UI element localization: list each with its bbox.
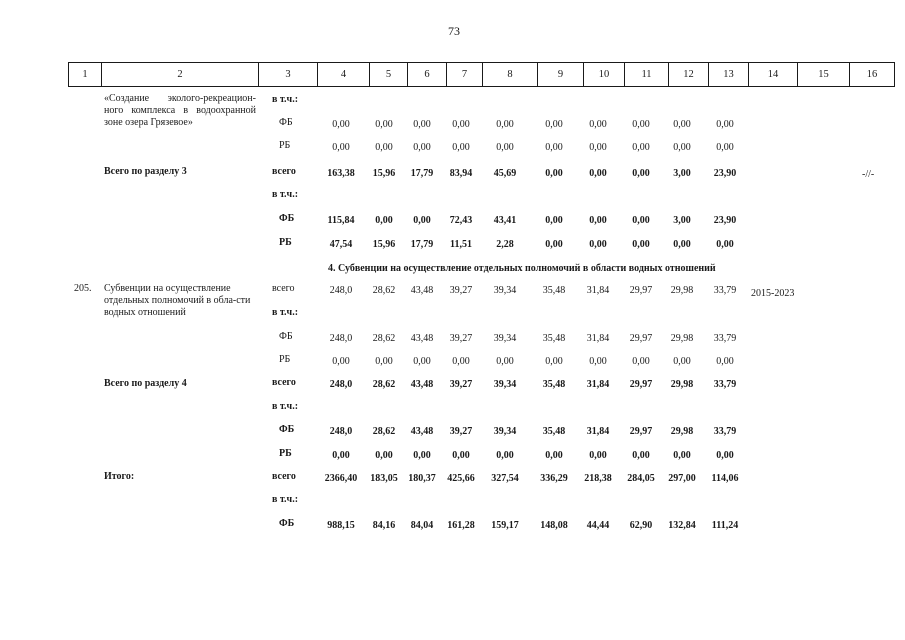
row-label: в т.ч.: (272, 189, 299, 200)
value-cell: 0,00 (452, 142, 470, 153)
value-cell: 28,62 (372, 379, 396, 390)
value-cell: 425,66 (447, 473, 475, 484)
value-cell: 0,00 (673, 356, 691, 367)
value-cell: 31,84 (586, 285, 610, 296)
value-cell: 0,00 (375, 215, 393, 226)
value-cell: 0,00 (673, 450, 691, 461)
row-label: РБ (279, 448, 292, 459)
row-label: ФБ (279, 424, 295, 435)
value-cell: 84,16 (372, 520, 396, 531)
value-cell: 0,00 (496, 450, 514, 461)
value-cell: 0,00 (375, 450, 393, 461)
column-number-15: 15 (798, 63, 850, 87)
column-number-1: 1 (69, 63, 102, 87)
value-cell: 29,97 (629, 426, 653, 437)
value-cell: 84,04 (410, 520, 434, 531)
value-cell: 0,00 (716, 142, 734, 153)
value-cell: 35,48 (542, 333, 566, 344)
value-cell: 0,00 (413, 215, 431, 226)
value-cell: 284,05 (627, 473, 655, 484)
column-number-5: 5 (370, 63, 408, 87)
row-label: в т.ч.: (272, 94, 299, 105)
value-cell: 0,00 (452, 356, 470, 367)
value-cell: 218,38 (584, 473, 612, 484)
value-cell: 0,00 (632, 168, 650, 179)
value-cell: 31,84 (586, 333, 610, 344)
value-cell: 28,62 (372, 285, 396, 296)
value-cell: 0,00 (716, 239, 734, 250)
value-cell: 132,84 (668, 520, 696, 531)
value-cell: 23,90 (713, 168, 737, 179)
value-cell: 0,00 (413, 119, 431, 130)
row-label: всего (272, 166, 296, 177)
value-cell: 31,84 (586, 426, 610, 437)
value-cell: 0,00 (545, 142, 563, 153)
value-cell: 248,0 (329, 333, 353, 344)
value-cell: 39,27 (449, 333, 473, 344)
value-cell: 29,97 (629, 285, 653, 296)
value-cell: 0,00 (632, 356, 650, 367)
value-cell: 0,00 (716, 356, 734, 367)
row-label: РБ (279, 140, 291, 151)
value-cell: 43,48 (410, 333, 434, 344)
value-cell: 0,00 (545, 239, 563, 250)
value-cell: 72,43 (449, 215, 473, 226)
grand-total-label: Итого: (104, 471, 135, 482)
item-205-number: 205. (74, 283, 92, 294)
item-205-years: 2015-2023 (751, 288, 795, 299)
value-cell: 0,00 (632, 450, 650, 461)
value-cell: 43,48 (410, 379, 434, 390)
row-label: ФБ (279, 518, 295, 529)
value-cell: 33,79 (713, 285, 737, 296)
value-cell: 29,98 (670, 285, 694, 296)
value-cell: 0,00 (496, 356, 514, 367)
value-cell: 0,00 (332, 119, 350, 130)
page-number: 73 (448, 24, 460, 38)
column-16-mark: -//- (862, 169, 875, 180)
value-cell: 0,00 (496, 119, 514, 130)
row-label: всего (272, 377, 296, 388)
value-cell: 0,00 (673, 119, 691, 130)
value-cell: 0,00 (332, 356, 350, 367)
value-cell: 39,27 (449, 426, 473, 437)
value-cell: 39,34 (493, 285, 517, 296)
row-label: РБ (279, 237, 292, 248)
value-cell: 115,84 (327, 215, 355, 226)
value-cell: 29,98 (670, 379, 694, 390)
value-cell: 3,00 (673, 215, 691, 226)
value-cell: 0,00 (332, 450, 350, 461)
value-cell: 297,00 (668, 473, 696, 484)
value-cell: 0,00 (375, 142, 393, 153)
value-cell: 0,00 (375, 356, 393, 367)
value-cell: 35,48 (542, 426, 566, 437)
value-cell: 15,96 (372, 168, 396, 179)
value-cell: 0,00 (632, 142, 650, 153)
value-cell: 29,98 (670, 426, 694, 437)
value-cell: 83,94 (449, 168, 473, 179)
value-cell: 0,00 (375, 119, 393, 130)
row-label: ФБ (279, 331, 293, 342)
value-cell: 23,90 (713, 215, 737, 226)
column-number-13: 13 (709, 63, 749, 87)
value-cell: 0,00 (496, 142, 514, 153)
eco-project-name: «Создание эколого-рекреацион-ного комплекса в водоохранной зоне озера Грязевое» (104, 93, 256, 128)
value-cell: 29,97 (629, 379, 653, 390)
value-cell: 248,0 (329, 426, 353, 437)
value-cell: 43,48 (410, 426, 434, 437)
value-cell: 0,00 (716, 119, 734, 130)
value-cell: 29,97 (629, 333, 653, 344)
value-cell: 33,79 (713, 379, 737, 390)
value-cell: 180,37 (408, 473, 436, 484)
value-cell: 0,00 (589, 356, 607, 367)
item-205-name: Субвенции на осуществление отдельных полномочий в обла-сти водных отношений (104, 283, 251, 318)
column-number-11: 11 (625, 63, 669, 87)
value-cell: 43,41 (493, 215, 517, 226)
row-label: в т.ч.: (272, 494, 299, 505)
value-cell: 0,00 (632, 119, 650, 130)
column-number-10: 10 (584, 63, 625, 87)
value-cell: 0,00 (413, 356, 431, 367)
column-number-8: 8 (483, 63, 538, 87)
value-cell: 0,00 (632, 215, 650, 226)
value-cell: 3,00 (673, 168, 691, 179)
value-cell: 0,00 (673, 142, 691, 153)
value-cell: 0,00 (545, 119, 563, 130)
value-cell: 0,00 (452, 119, 470, 130)
value-cell: 17,79 (410, 239, 434, 250)
value-cell: 2,28 (496, 239, 514, 250)
value-cell: 62,90 (629, 520, 653, 531)
column-number-12: 12 (669, 63, 709, 87)
value-cell: 28,62 (372, 333, 396, 344)
value-cell: 35,48 (542, 379, 566, 390)
value-cell: 39,27 (449, 285, 473, 296)
value-cell: 33,79 (713, 426, 737, 437)
row-label: в т.ч.: (272, 401, 299, 412)
row-label: РБ (279, 354, 291, 365)
value-cell: 0,00 (413, 142, 431, 153)
value-cell: 0,00 (589, 168, 607, 179)
value-cell: 0,00 (332, 142, 350, 153)
value-cell: 0,00 (545, 450, 563, 461)
value-cell: 47,54 (329, 239, 353, 250)
value-cell: 11,51 (450, 239, 472, 250)
value-cell: 183,05 (370, 473, 398, 484)
value-cell: 0,00 (589, 239, 607, 250)
row-label: всего (272, 471, 296, 482)
value-cell: 44,44 (586, 520, 610, 531)
value-cell: 159,17 (491, 520, 519, 531)
value-cell: 0,00 (545, 356, 563, 367)
value-cell: 28,62 (372, 426, 396, 437)
value-cell: 29,98 (670, 333, 694, 344)
value-cell: 2366,40 (324, 473, 358, 484)
value-cell: 17,79 (410, 168, 434, 179)
value-cell: 31,84 (586, 379, 610, 390)
column-number-3: 3 (259, 63, 318, 87)
value-cell: 114,06 (711, 473, 739, 484)
column-number-16: 16 (850, 63, 895, 87)
value-cell: 163,38 (327, 168, 355, 179)
value-cell: 336,29 (540, 473, 568, 484)
value-cell: 43,48 (410, 285, 434, 296)
value-cell: 0,00 (589, 215, 607, 226)
value-cell: 39,34 (493, 426, 517, 437)
value-cell: 0,00 (589, 450, 607, 461)
value-cell: 0,00 (545, 215, 563, 226)
value-cell: 0,00 (545, 168, 563, 179)
total-section-4-label: Всего по разделу 4 (104, 378, 187, 389)
value-cell: 35,48 (542, 285, 566, 296)
section-4-title: 4. Субвенции на осуществление отдельных полномочий в области водных отношений (328, 263, 716, 274)
value-cell: 0,00 (673, 239, 691, 250)
value-cell: 248,0 (329, 285, 353, 296)
column-number-4: 4 (318, 63, 370, 87)
value-cell: 33,79 (713, 333, 737, 344)
value-cell: 0,00 (452, 450, 470, 461)
column-number-2: 2 (102, 63, 259, 87)
value-cell: 988,15 (327, 520, 355, 531)
value-cell: 0,00 (413, 450, 431, 461)
row-label: в т.ч.: (272, 307, 299, 318)
value-cell: 45,69 (493, 168, 517, 179)
value-cell: 161,28 (447, 520, 475, 531)
total-section-3-label: Всего по разделу 3 (104, 166, 187, 177)
value-cell: 0,00 (716, 450, 734, 461)
value-cell: 327,54 (491, 473, 519, 484)
row-label: всего (272, 283, 295, 294)
column-number-7: 7 (447, 63, 483, 87)
value-cell: 0,00 (632, 239, 650, 250)
value-cell: 0,00 (589, 119, 607, 130)
value-cell: 39,34 (493, 379, 517, 390)
value-cell: 248,0 (329, 379, 353, 390)
value-cell: 39,27 (449, 379, 473, 390)
row-label: ФБ (279, 117, 293, 128)
value-cell: 15,96 (372, 239, 396, 250)
value-cell: 39,34 (493, 333, 517, 344)
value-cell: 111,24 (711, 520, 739, 531)
column-number-6: 6 (408, 63, 447, 87)
column-number-14: 14 (749, 63, 798, 87)
value-cell: 148,08 (540, 520, 568, 531)
row-label: ФБ (279, 213, 295, 224)
value-cell: 0,00 (589, 142, 607, 153)
column-number-9: 9 (538, 63, 584, 87)
